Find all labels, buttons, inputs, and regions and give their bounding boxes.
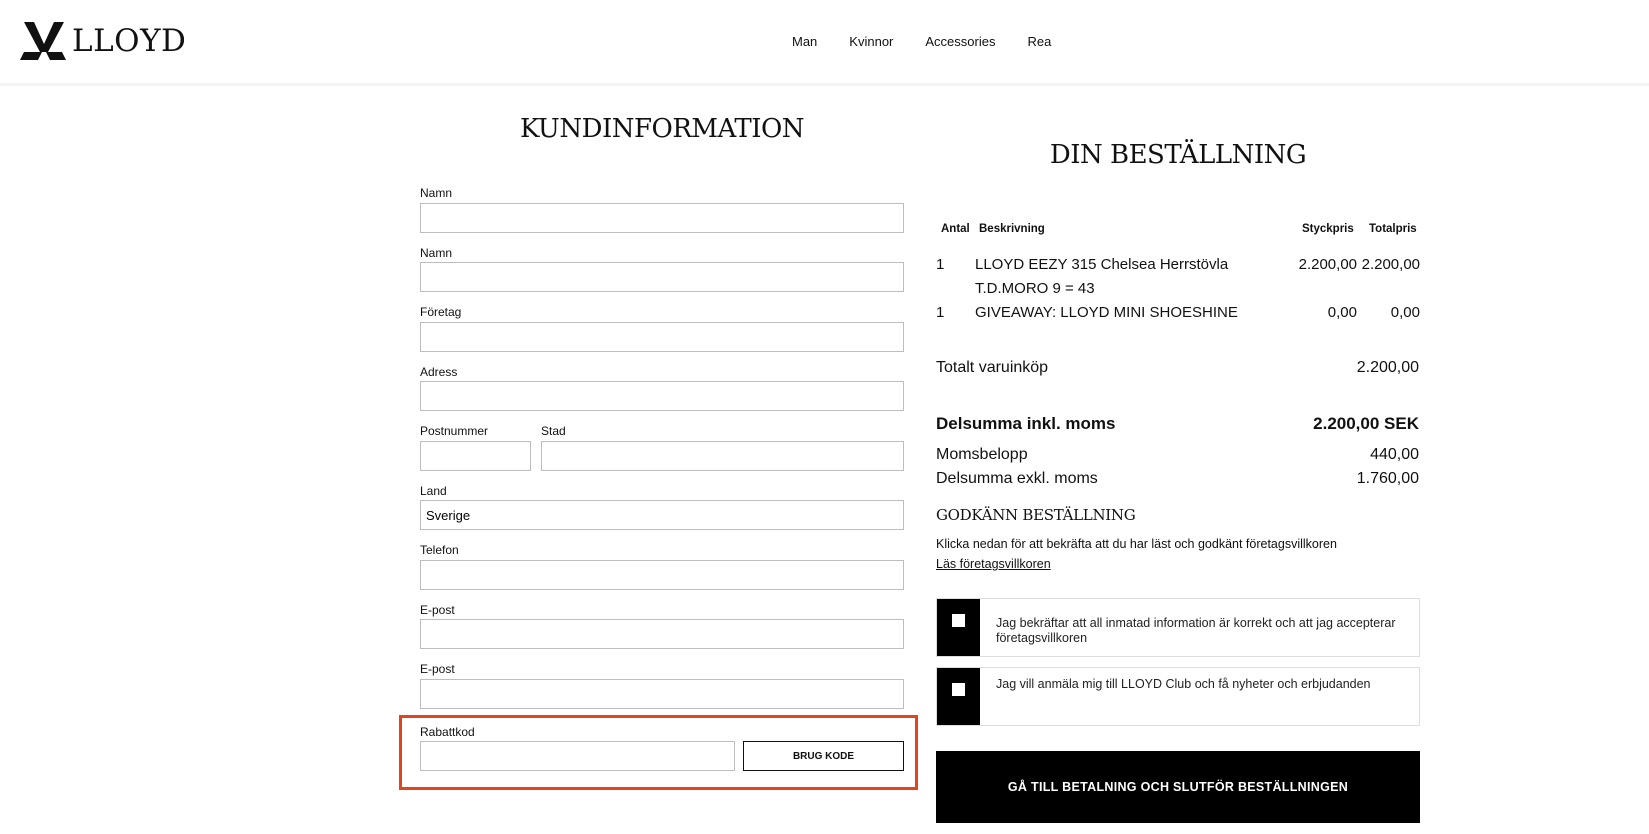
postcode-input[interactable]	[420, 441, 531, 471]
country-select[interactable]	[420, 500, 904, 530]
order-item-unit-price: 2.200,00	[1298, 256, 1357, 273]
newsletter-text: Jag vill anmäla mig till LLOYD Club och få nyheter och erbjudanden	[996, 677, 1371, 691]
postcode-label: Postnummer	[420, 424, 489, 438]
last-name-label: Namn	[420, 246, 453, 260]
company-label: Företag	[420, 305, 462, 319]
lloyd-logo[interactable]	[18, 22, 186, 60]
first-name-input[interactable]	[420, 203, 904, 233]
subtotal-excl-value: 1.760,00	[1356, 470, 1419, 487]
checkbox-panel	[937, 668, 980, 725]
email-confirm-label: E-post	[420, 662, 455, 676]
last-name-input[interactable]	[420, 262, 904, 292]
order-item-total-price: 2.200,00	[1361, 256, 1420, 273]
site-header	[0, 0, 1649, 86]
order-item-desc: LLOYD EEZY 315 Chelsea Herrstövla	[975, 256, 1229, 273]
email-confirm-input[interactable]	[420, 679, 904, 709]
company-input[interactable]	[420, 322, 904, 352]
subtotal-excl-label: Delsumma exkl. moms	[936, 470, 1098, 487]
logo-text: LLOYD	[72, 23, 187, 59]
goods-total-label: Totalt varuinköp	[936, 359, 1049, 376]
nav-item-accessories[interactable]: Accessories	[925, 34, 996, 49]
vat-label: Momsbelopp	[936, 446, 1028, 463]
subtotal-incl-value: 2.200,00 SEK	[1313, 414, 1419, 433]
col-header-qty: Antal	[941, 223, 970, 235]
lloyd-logo-icon	[18, 22, 66, 60]
confirm-terms-checkbox[interactable]	[952, 614, 965, 627]
main-nav	[792, 34, 1083, 49]
address-label: Adress	[420, 365, 458, 379]
newsletter-checkbox[interactable]	[952, 683, 965, 696]
phone-input[interactable]	[420, 560, 904, 590]
nav-item-man[interactable]: Man	[792, 34, 818, 49]
col-header-desc: Beskrivning	[979, 223, 1045, 235]
approve-text: Klicka nedan för att bekräfta att du har läst och godkänt företagsvillkoren	[936, 537, 1337, 551]
nav-item-rea[interactable]: Rea	[1027, 34, 1052, 49]
goods-total-value: 2.200,00	[1356, 359, 1419, 376]
order-item-variant: T.D.MORO 9 = 43	[975, 280, 1095, 297]
newsletter-box	[936, 667, 1420, 726]
customer-info-title: KUNDINFORMATION	[519, 114, 805, 144]
order-item-qty: 1	[936, 256, 945, 273]
city-label: Stad	[541, 424, 566, 438]
confirm-terms-box	[936, 598, 1420, 657]
address-input[interactable]	[420, 381, 904, 411]
city-input[interactable]	[541, 441, 904, 471]
col-header-unit: Styckpris	[1302, 223, 1354, 235]
first-name-label: Namn	[420, 186, 453, 200]
discount-label: Rabattkod	[420, 725, 475, 739]
order-item-desc: GIVEAWAY: LLOYD MINI SHOESHINE	[975, 304, 1238, 321]
subtotal-incl-label: Delsumma inkl. moms	[936, 414, 1116, 433]
confirm-terms-text: Jag bekräftar att all inmatad information är korrekt och att jag accepterar företagsvillkoren	[996, 616, 1396, 645]
checkbox-panel	[937, 599, 980, 656]
email-input[interactable]	[420, 619, 904, 649]
order-item-total-price: 0,00	[1390, 304, 1420, 321]
order-title: DIN BESTÄLLNING	[1049, 140, 1307, 170]
approve-title: GODKÄNN BESTÄLLNING	[936, 506, 1136, 524]
vat-value: 440,00	[1370, 446, 1419, 463]
apply-discount-button[interactable]: BRUG KODE	[743, 741, 904, 771]
discount-code-input[interactable]	[420, 741, 735, 771]
email-label: E-post	[420, 603, 455, 617]
nav-item-kvinnor[interactable]: Kvinnor	[849, 34, 894, 49]
country-label: Land	[420, 484, 447, 498]
order-item-unit-price: 0,00	[1327, 304, 1357, 321]
terms-link[interactable]: Läs företagsvillkoren	[936, 557, 1051, 571]
phone-label: Telefon	[420, 543, 459, 557]
col-header-total: Totalpris	[1369, 223, 1417, 235]
proceed-to-payment-button[interactable]: GÅ TILL BETALNING OCH SLUTFÖR BESTÄLLNINGEN	[936, 751, 1420, 823]
order-item-qty: 1	[936, 304, 945, 321]
